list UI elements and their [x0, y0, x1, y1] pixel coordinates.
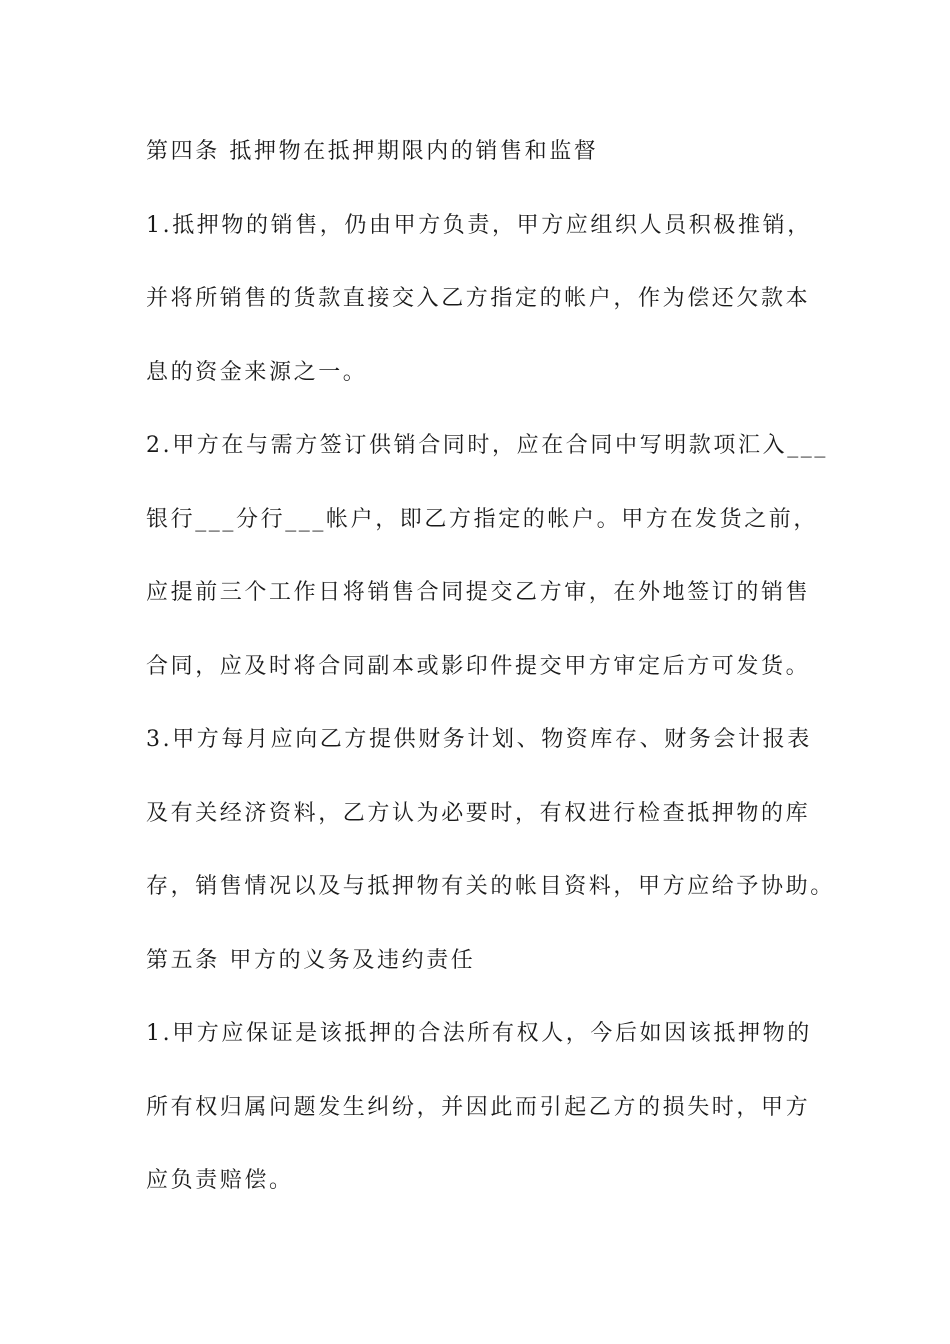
paragraph-line: 息的资金来源之一。	[146, 359, 368, 385]
paragraph-line: 应提前三个工作日将销售合同提交乙方审，在外地签订的销售	[146, 580, 811, 605]
section-heading-article-5: 第五条 甲方的义务及违约责任	[146, 947, 476, 973]
section-heading-article-4: 第四条 抵押物在抵押期限内的销售和监督	[146, 139, 599, 164]
paragraph-line: 并将所销售的货款直接交入乙方指定的帐户，作为偿还欠款本	[146, 286, 811, 311]
paragraph-line: 1.抵押物的销售，仍由甲方负责，甲方应组织人员积极推销，	[146, 212, 812, 238]
paragraph-line: 应负责赔偿。	[146, 1168, 294, 1193]
paragraph-line: 合同，应及时将合同副本或影印件提交甲方审定后方可发货。	[146, 653, 811, 679]
paragraph-line: 存，销售情况以及与抵押物有关的帐目资料，甲方应给予协助。	[146, 874, 835, 899]
paragraph-line: 及有关经济资料，乙方认为必要时，有权进行检查抵押物的库	[146, 800, 811, 826]
paragraph-line: 1.甲方应保证是该抵押的合法所有权人，今后如因该抵押物的	[146, 1021, 812, 1046]
paragraph-line: 银行___分行___帐户，即乙方指定的帐户。甲方在发货之前，	[146, 506, 819, 532]
paragraph-line: 所有权归属问题发生纠纷，并因此而引起乙方的损失时，甲方	[146, 1094, 811, 1120]
paragraph-line: 2.甲方在与需方签订供销合同时，应在合同中写明款项汇入___	[146, 433, 828, 458]
paragraph-line: 3.甲方每月应向乙方提供财务计划、物资库存、财务会计报表	[146, 727, 812, 752]
document-body	[146, 131, 835, 1234]
